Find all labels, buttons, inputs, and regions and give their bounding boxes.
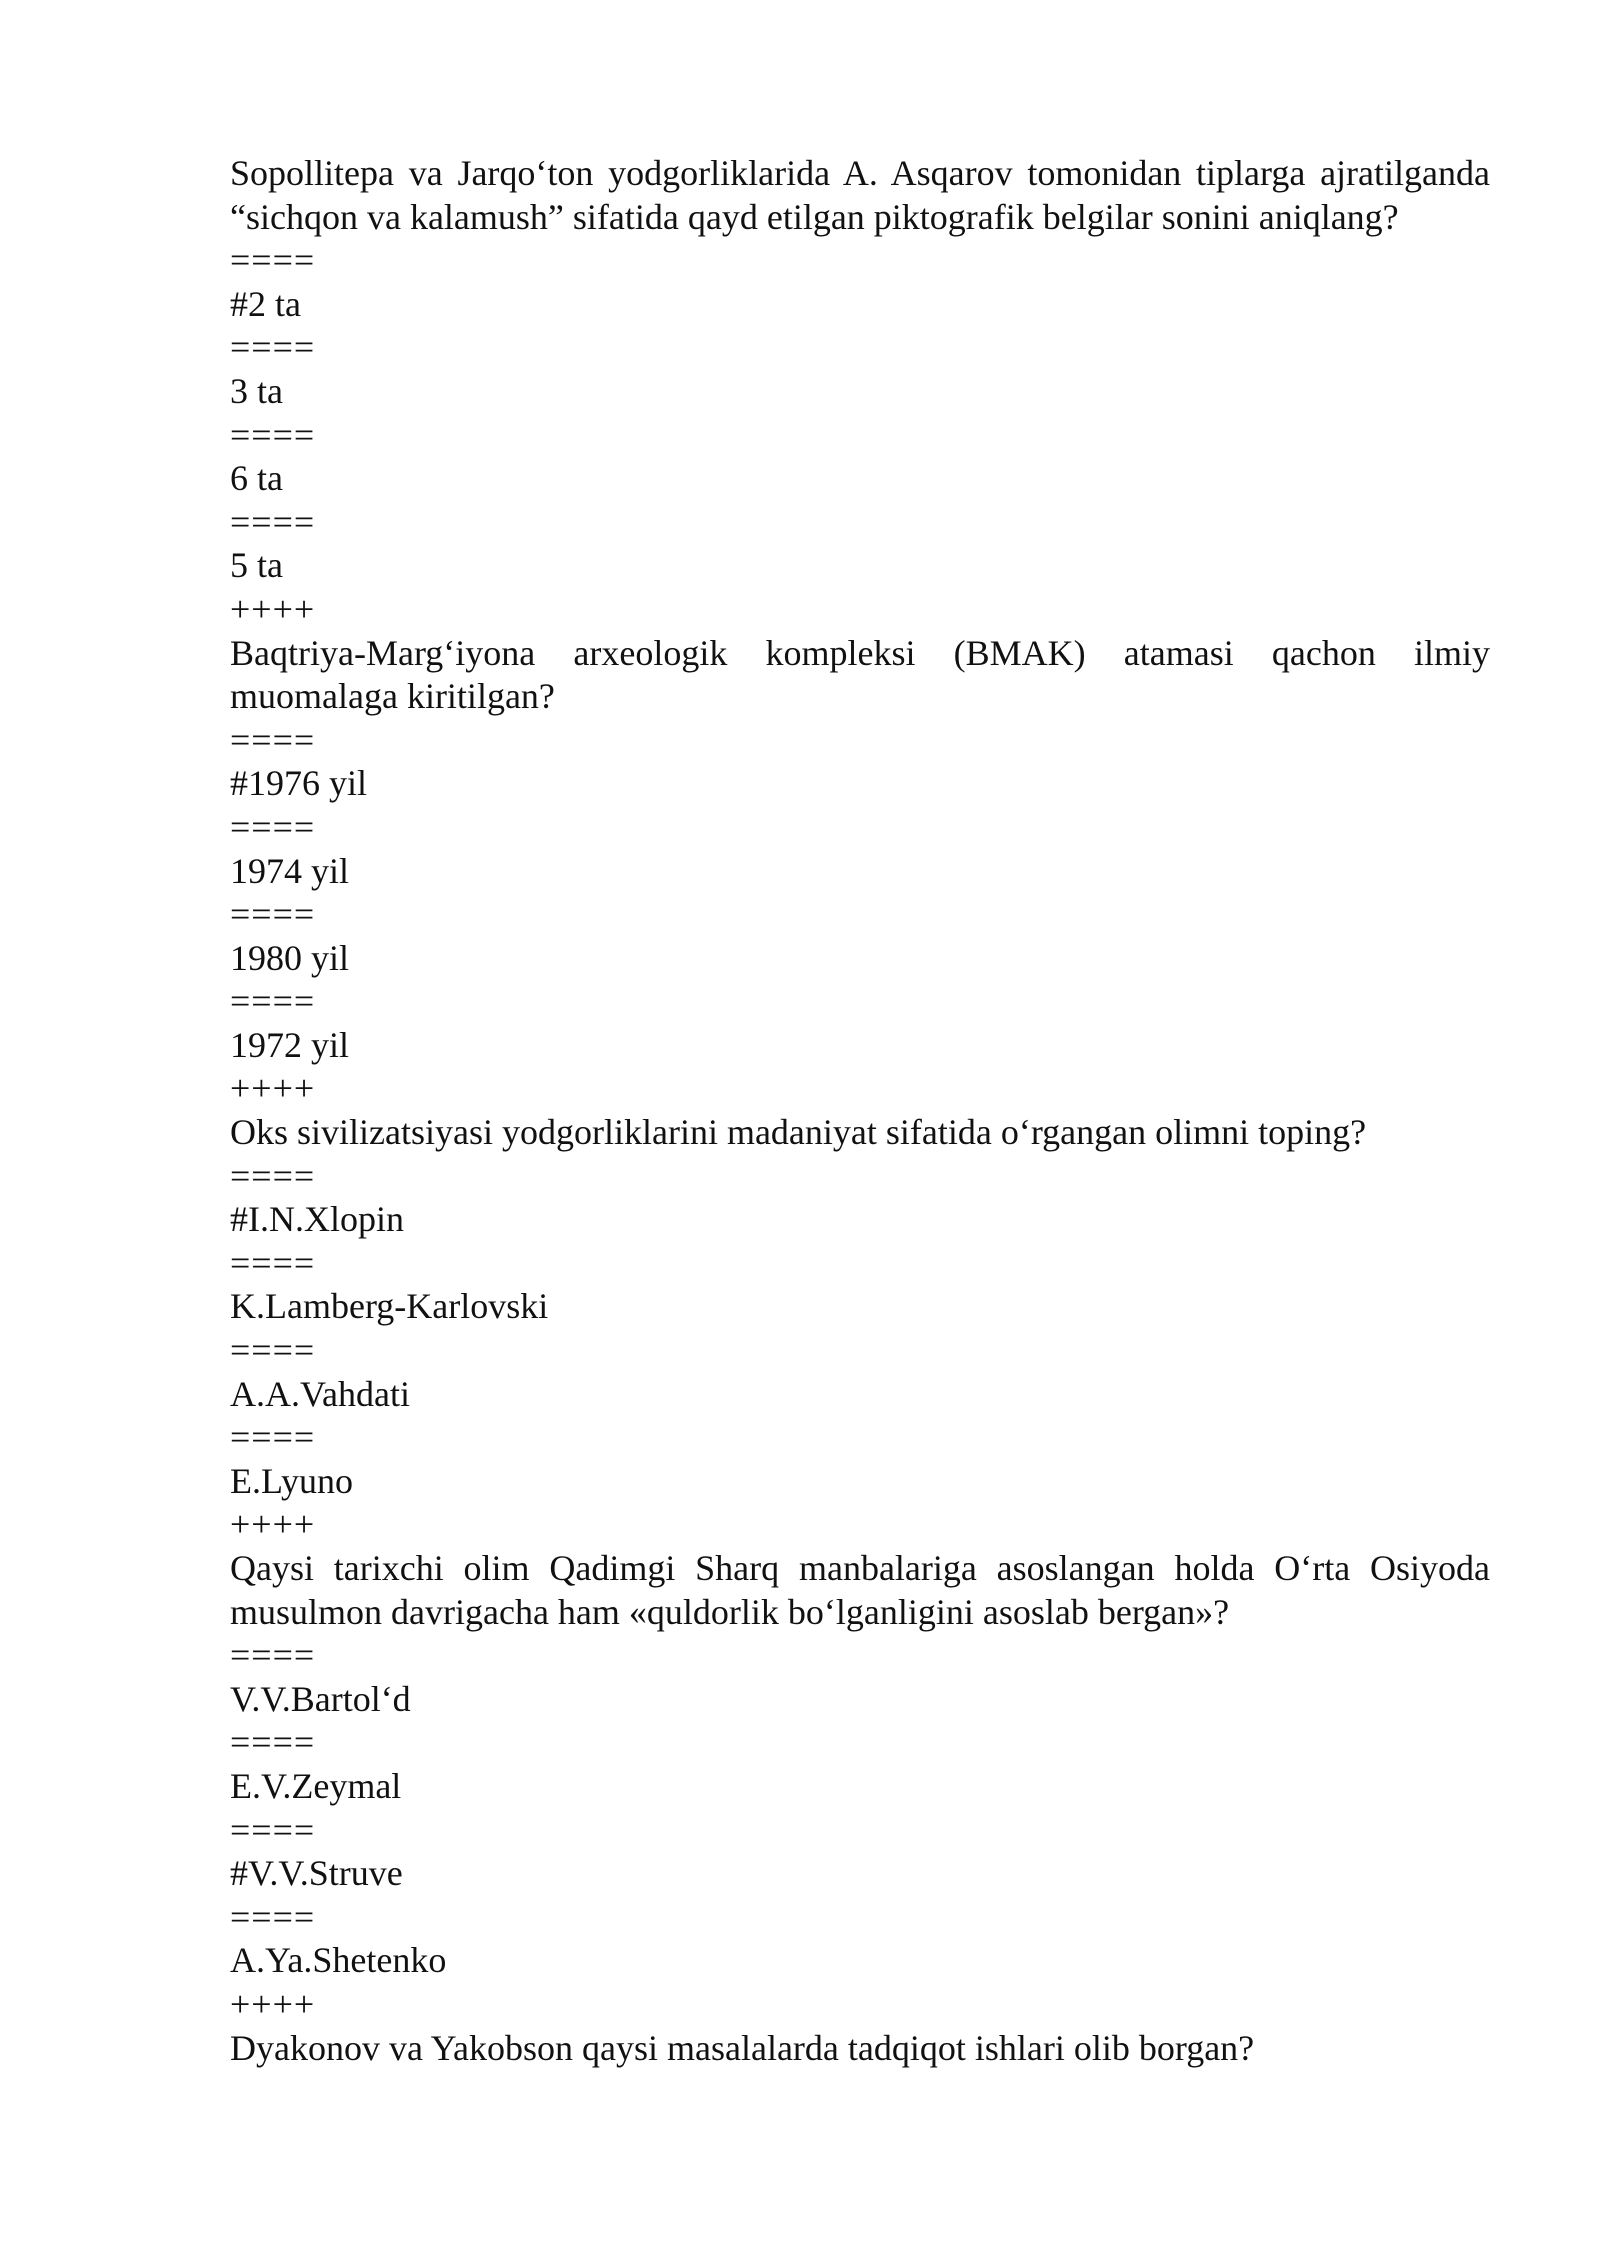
question-end-marker: ++++ — [230, 1983, 316, 2024]
option-separator: ==== — [230, 806, 316, 847]
question-end-marker: ++++ — [230, 1504, 316, 1545]
option-separator: ==== — [230, 1155, 316, 1196]
option-separator: ==== — [230, 894, 316, 935]
question-text: Baqtriya-Marg‘iyona arxeologik kompleksi (BMAK) atamasi qachon ilmiy muomalaga kiritilgan? — [230, 632, 1490, 717]
question-text: Qaysi tarixchi olim Qadimgi Sharq manbalariga asoslangan holda O‘rta Osiyoda musulmon davrigacha ham «quldorlik bo‘lganligini asoslab bergan»? — [230, 1548, 1490, 1632]
option-separator: ==== — [230, 1635, 316, 1676]
option-separator: ==== — [230, 414, 316, 455]
answer-option: 1974 yil — [230, 850, 350, 891]
question-block — [230, 1547, 1490, 2027]
answer-option: V.V.Bartol‘d — [230, 1678, 411, 1719]
option-separator: ==== — [230, 1330, 316, 1371]
answer-option: 6 ta — [230, 458, 283, 499]
option-separator: ==== — [230, 501, 316, 542]
question-block — [230, 1111, 1490, 1547]
answer-option: 1980 yil — [230, 937, 350, 978]
answer-option-correct: #I.N.Xlopin — [230, 1199, 404, 1240]
option-separator: ==== — [230, 1722, 316, 1763]
question-end-marker: ++++ — [230, 588, 316, 629]
answer-option-correct: #V.V.Struve — [230, 1853, 403, 1894]
option-separator: ==== — [230, 719, 316, 760]
question-block — [230, 2027, 1490, 2071]
answer-option: E.V.Zeymal — [230, 1765, 402, 1806]
answer-option-correct: #1976 yil — [230, 763, 368, 804]
answer-option: K.Lamberg-Karlovski — [230, 1286, 549, 1327]
answer-option-correct: #2 ta — [230, 283, 301, 324]
option-separator: ==== — [230, 1896, 316, 1937]
option-separator: ==== — [230, 240, 316, 281]
answer-option: 5 ta — [230, 545, 283, 586]
answer-option: E.Lyuno — [230, 1460, 353, 1501]
document-page — [230, 152, 1490, 2070]
answer-option: 3 ta — [230, 370, 283, 411]
option-separator: ==== — [230, 1809, 316, 1850]
question-text: Dyakonov va Yakobson qaysi masalalarda tadqiqot ishlari olib borgan? — [230, 2027, 1255, 2068]
answer-option: A.A.Vahdati — [230, 1373, 410, 1414]
option-separator: ==== — [230, 327, 316, 368]
question-text: Oks sivilizatsiyasi yodgorliklarini madaniyat sifatida o‘rgangan olimni toping? — [230, 1112, 1367, 1153]
answer-option: 1972 yil — [230, 1024, 350, 1065]
option-separator: ==== — [230, 981, 316, 1022]
answer-option: A.Ya.Shetenko — [230, 1940, 447, 1981]
option-separator: ==== — [230, 1242, 316, 1283]
question-block — [230, 152, 1490, 632]
question-text: Sopollitepa va Jarqo‘ton yodgorliklarida A. Asqarov tomonidan tiplarga ajratilganda “sichqon va kalamush” sifatida qayd etilgan piktografik belgilar sonini aniqlang? — [230, 153, 1490, 237]
question-block — [230, 632, 1490, 1112]
question-end-marker: ++++ — [230, 1068, 316, 1109]
option-separator: ==== — [230, 1417, 316, 1458]
